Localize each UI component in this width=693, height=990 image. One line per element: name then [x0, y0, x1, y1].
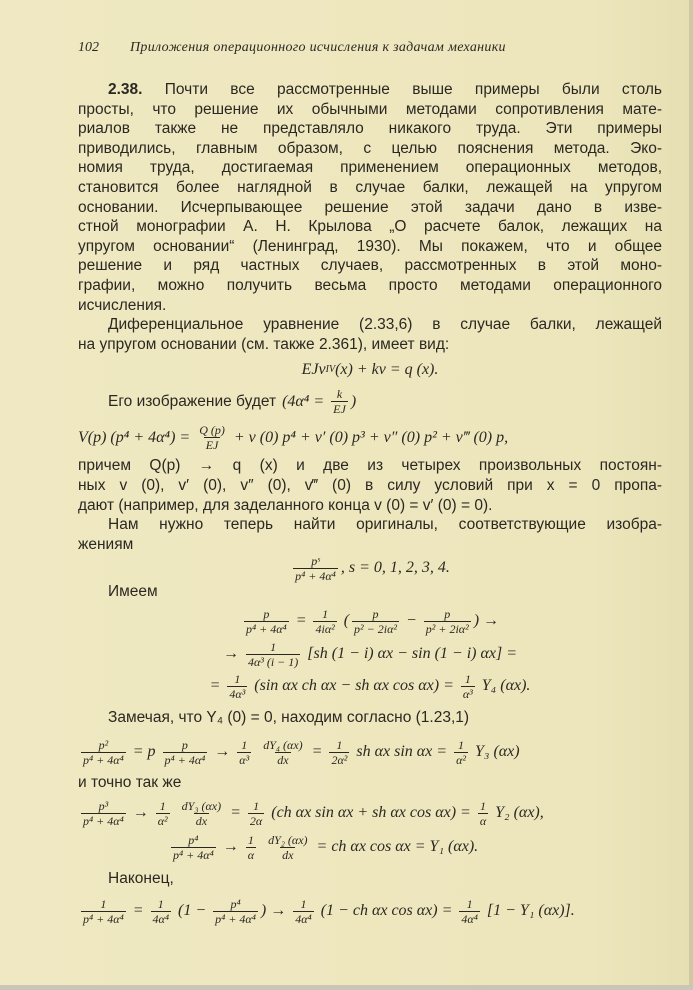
math-text: (: [339, 612, 350, 630]
text-line: на упругом основании (см. также 2.361), имеет вид:: [78, 335, 450, 353]
math-text: ) →: [473, 612, 500, 630]
math-fraction: [227, 672, 247, 701]
text-line: Диференциальное уравнение (2.33,6) в случае балки, лежащей: [108, 316, 662, 334]
math-text: sh αx sin αx =: [352, 743, 452, 761]
math-fraction: [424, 607, 471, 636]
numerator: 1: [322, 606, 329, 621]
math-fraction: [81, 897, 126, 926]
page-edge: [689, 0, 693, 990]
numerator: p⁴: [230, 896, 241, 911]
math-text: (sin αx ch αx − sh αx cos αx) =: [250, 677, 458, 695]
text-line: исчисления.: [78, 296, 167, 314]
denominator: p⁴ + 4α⁴: [83, 813, 124, 828]
denominator: EJ: [205, 437, 219, 452]
text-line: становится более наглядной в случае балки, лежащей на упругом: [78, 178, 662, 196]
math-text: Y₂ (αx),: [491, 804, 544, 822]
text-line: упругом основании“ (Ленинград, 1930). Мы покажем, что и общее: [78, 237, 662, 255]
numerator: 1: [159, 798, 166, 813]
numerator: 1: [336, 737, 343, 752]
page-bottom-edge: [0, 985, 693, 990]
denominator: p² + 2iα²: [425, 621, 469, 636]
math-text: + v (0) p⁴ + v′ (0) p³ + v″ (0) p² + v‴ (0) p,: [229, 428, 509, 446]
math-text: (4α⁴ =: [282, 392, 329, 410]
math-fraction: [244, 607, 289, 636]
math-text: [254, 742, 258, 762]
text-span: Почти все рассмотренные выше примеры были столь: [164, 81, 662, 98]
page-number: 102: [78, 40, 99, 55]
denominator: p⁴ + 4α⁴: [295, 568, 336, 583]
denominator: 4α⁴: [295, 911, 312, 926]
math-fraction: [237, 738, 251, 767]
math-fraction: [248, 799, 264, 828]
math-fraction: [246, 640, 300, 669]
math-text: (1 −: [174, 902, 211, 920]
math-fraction: [329, 738, 349, 767]
equation-d: [78, 734, 662, 770]
denominator: 2α: [249, 813, 263, 828]
math-fraction: [81, 799, 126, 828]
text-line: дают (например, для заделанного конца v (0) = v′ (0) = 0).: [78, 496, 493, 514]
text-line: причем Q(p) → q (x) и две из четырех произвольных постоян-: [78, 457, 662, 475]
math-text: =: [291, 612, 311, 630]
denominator: dx: [282, 847, 294, 862]
math-text: [1 − Y₁ (αx)].: [482, 902, 575, 920]
math-text: =: [209, 677, 225, 695]
math-fraction: [293, 554, 338, 583]
page-body: [78, 80, 662, 928]
math-fraction: [352, 607, 399, 636]
numerator: pˢ: [311, 553, 320, 568]
math-fraction: [459, 897, 479, 926]
math-fraction: [261, 738, 304, 767]
paragraph-intro: [78, 80, 662, 315]
equation-image-condition: [282, 387, 356, 416]
numerator: dY₃ (αx): [181, 798, 222, 813]
math-text: [173, 803, 177, 823]
paragraph-originals: [78, 515, 662, 554]
equation-f: [78, 830, 662, 864]
math-fraction: [266, 833, 309, 862]
numerator: 1: [458, 737, 465, 752]
text-line: стной монографии А. Н. Крылова „О расчете балок, лежащих на: [78, 218, 662, 236]
math-text: −: [401, 612, 421, 630]
math-fraction: [180, 799, 223, 828]
math-text: (1 − ch αx cos αx) =: [316, 902, 457, 920]
noting-text: Замечая, что Y₄ (0) = 0, находим согласно (1.23,1): [108, 709, 470, 727]
numerator: dY₂ (αx): [268, 832, 308, 847]
math-fraction: [81, 738, 126, 767]
math-text: EJv: [301, 360, 326, 378]
numerator: 1: [300, 896, 307, 911]
equation-g: [78, 894, 662, 928]
math-text: = ch αx cos αx = Y₁ (αx).: [312, 838, 479, 856]
numerator: 1: [247, 832, 254, 847]
math-text: (x) + kv = q (x).: [335, 360, 439, 378]
math-text: [sh (1 − i) αx − sin (1 − i) αx] =: [303, 645, 518, 663]
math-superscript: IV: [325, 363, 336, 375]
denominator: p⁴ + 4α⁴: [83, 752, 124, 767]
numerator: Q (p): [199, 422, 225, 437]
text-line: жениям: [78, 535, 134, 553]
text-line: основании. Исчерпывающее решение этой задачи дано в изве-: [78, 198, 662, 216]
numerator: 1: [241, 737, 248, 752]
text-line: просты, что решение их обычными методами сопротивления мате-: [78, 100, 662, 118]
math-text: =: [128, 902, 148, 920]
math-fraction: [461, 672, 475, 701]
numerator: p⁴: [188, 832, 199, 847]
math-fraction: [151, 897, 171, 926]
denominator: p² − 2iα²: [354, 621, 397, 636]
equation-a: [78, 604, 662, 638]
running-title: Приложения операционного исчисления к задачам механики: [130, 40, 506, 55]
text-line: Нам нужно теперь найти оригиналы, соответствующие изобра-: [108, 516, 662, 534]
numerator: p: [444, 606, 451, 621]
denominator: α²: [157, 813, 168, 828]
text-line: риалов также не представляло никакого труда. Эти примеры: [78, 120, 662, 138]
numerator: 1: [253, 798, 260, 813]
math-text: = p: [128, 743, 160, 761]
denominator: 4iα²: [315, 621, 335, 636]
text-line: [78, 80, 662, 100]
math-text: ) →: [260, 902, 291, 920]
text-line: решение и ряд частных случаев, рассмотренных в этой моно-: [78, 257, 662, 275]
equation-transform: [78, 418, 662, 456]
denominator: p⁴ + 4α⁴: [245, 621, 287, 636]
denominator: α²: [456, 752, 466, 767]
numerator: 1: [464, 671, 471, 686]
math-fraction: [171, 833, 216, 862]
math-fraction: [313, 607, 336, 636]
math-fraction: [478, 799, 488, 828]
paragraph-differential-equation: [78, 315, 662, 354]
denominator: dx: [277, 752, 289, 767]
math-text: →: [128, 804, 153, 822]
math-text: (ch αx sin αx + sh αx cos αx) =: [267, 804, 475, 822]
numerator: 1: [479, 798, 486, 813]
math-fraction: [293, 897, 313, 926]
math-fraction: [213, 897, 258, 926]
math-text: →: [218, 838, 243, 856]
numerator: 1: [234, 671, 241, 686]
math-text: =: [307, 743, 327, 761]
math-fraction: [246, 833, 256, 862]
denominator: 4α⁴: [461, 911, 478, 926]
likewise-text: и точно так же: [78, 774, 182, 792]
image-intro-text: Его изображение будет: [108, 392, 277, 410]
equation-images: [78, 554, 662, 582]
denominator: α³: [462, 686, 473, 701]
denominator: p⁴ + 4α⁴: [164, 752, 206, 767]
section-number: 2.38.: [108, 81, 165, 98]
equation-b: [78, 638, 662, 670]
text-line: номия труда, достигаемая применением операционных методов,: [78, 159, 662, 177]
math-fraction: [197, 423, 227, 452]
math-text: [259, 837, 263, 857]
finally-text: Наконец,: [108, 870, 174, 888]
denominator: p⁴ + 4α⁴: [173, 847, 214, 862]
equation-beam: [78, 354, 662, 384]
math-fraction: [163, 738, 208, 767]
text-line: графии, можно получить весьма просто методами операционного: [78, 276, 662, 294]
denominator: p⁴ + 4α⁴: [215, 911, 256, 926]
denominator: 4α³: [229, 686, 246, 701]
numerator: 1: [100, 896, 107, 911]
math-fraction: [331, 387, 348, 416]
math-text: V(p) (p⁴ + 4α⁴) =: [78, 428, 195, 446]
numerator: dY₄ (αx): [263, 737, 303, 752]
denominator: EJ: [333, 401, 346, 416]
math-text: =: [226, 804, 245, 822]
equation-c: [78, 670, 662, 702]
denominator: α: [479, 813, 487, 828]
math-fraction: [156, 799, 170, 828]
text-line: приводились, главным образом, с целью пояснения метода. Эко-: [78, 139, 662, 157]
denominator: α: [247, 847, 255, 862]
numerator: 1: [466, 896, 473, 911]
math-text: ): [350, 392, 357, 410]
numerator: k: [336, 386, 343, 401]
math-text: , s = 0, 1, 2, 3, 4.: [340, 559, 450, 577]
numerator: 1: [157, 896, 164, 911]
numerator: p: [181, 737, 188, 752]
denominator: α³: [239, 752, 250, 767]
denominator: 4α⁴: [152, 911, 170, 926]
denominator: p⁴ + 4α⁴: [83, 911, 124, 926]
math-text: Y₃ (αx): [470, 743, 520, 761]
math-text: Y₄ (αx).: [477, 677, 531, 695]
numerator: 1: [270, 639, 277, 654]
numerator: p²: [98, 737, 109, 752]
denominator: 2α²: [331, 752, 348, 767]
numerator: p: [263, 606, 270, 621]
math-text: →: [222, 645, 243, 663]
numerator: p: [372, 606, 379, 621]
equation-e: [78, 796, 662, 830]
denominator: dx: [195, 813, 208, 828]
paragraph-constants: [78, 456, 662, 515]
text-line: ных v (0), v′ (0), v″ (0), v‴ (0) в силу условий при x = 0 пропа-: [78, 476, 662, 494]
math-text: →: [210, 743, 235, 761]
math-fraction: [454, 738, 468, 767]
have-label: Имеем: [108, 583, 158, 601]
denominator: 4α³ (i − 1): [247, 654, 299, 669]
numerator: p³: [98, 798, 109, 813]
